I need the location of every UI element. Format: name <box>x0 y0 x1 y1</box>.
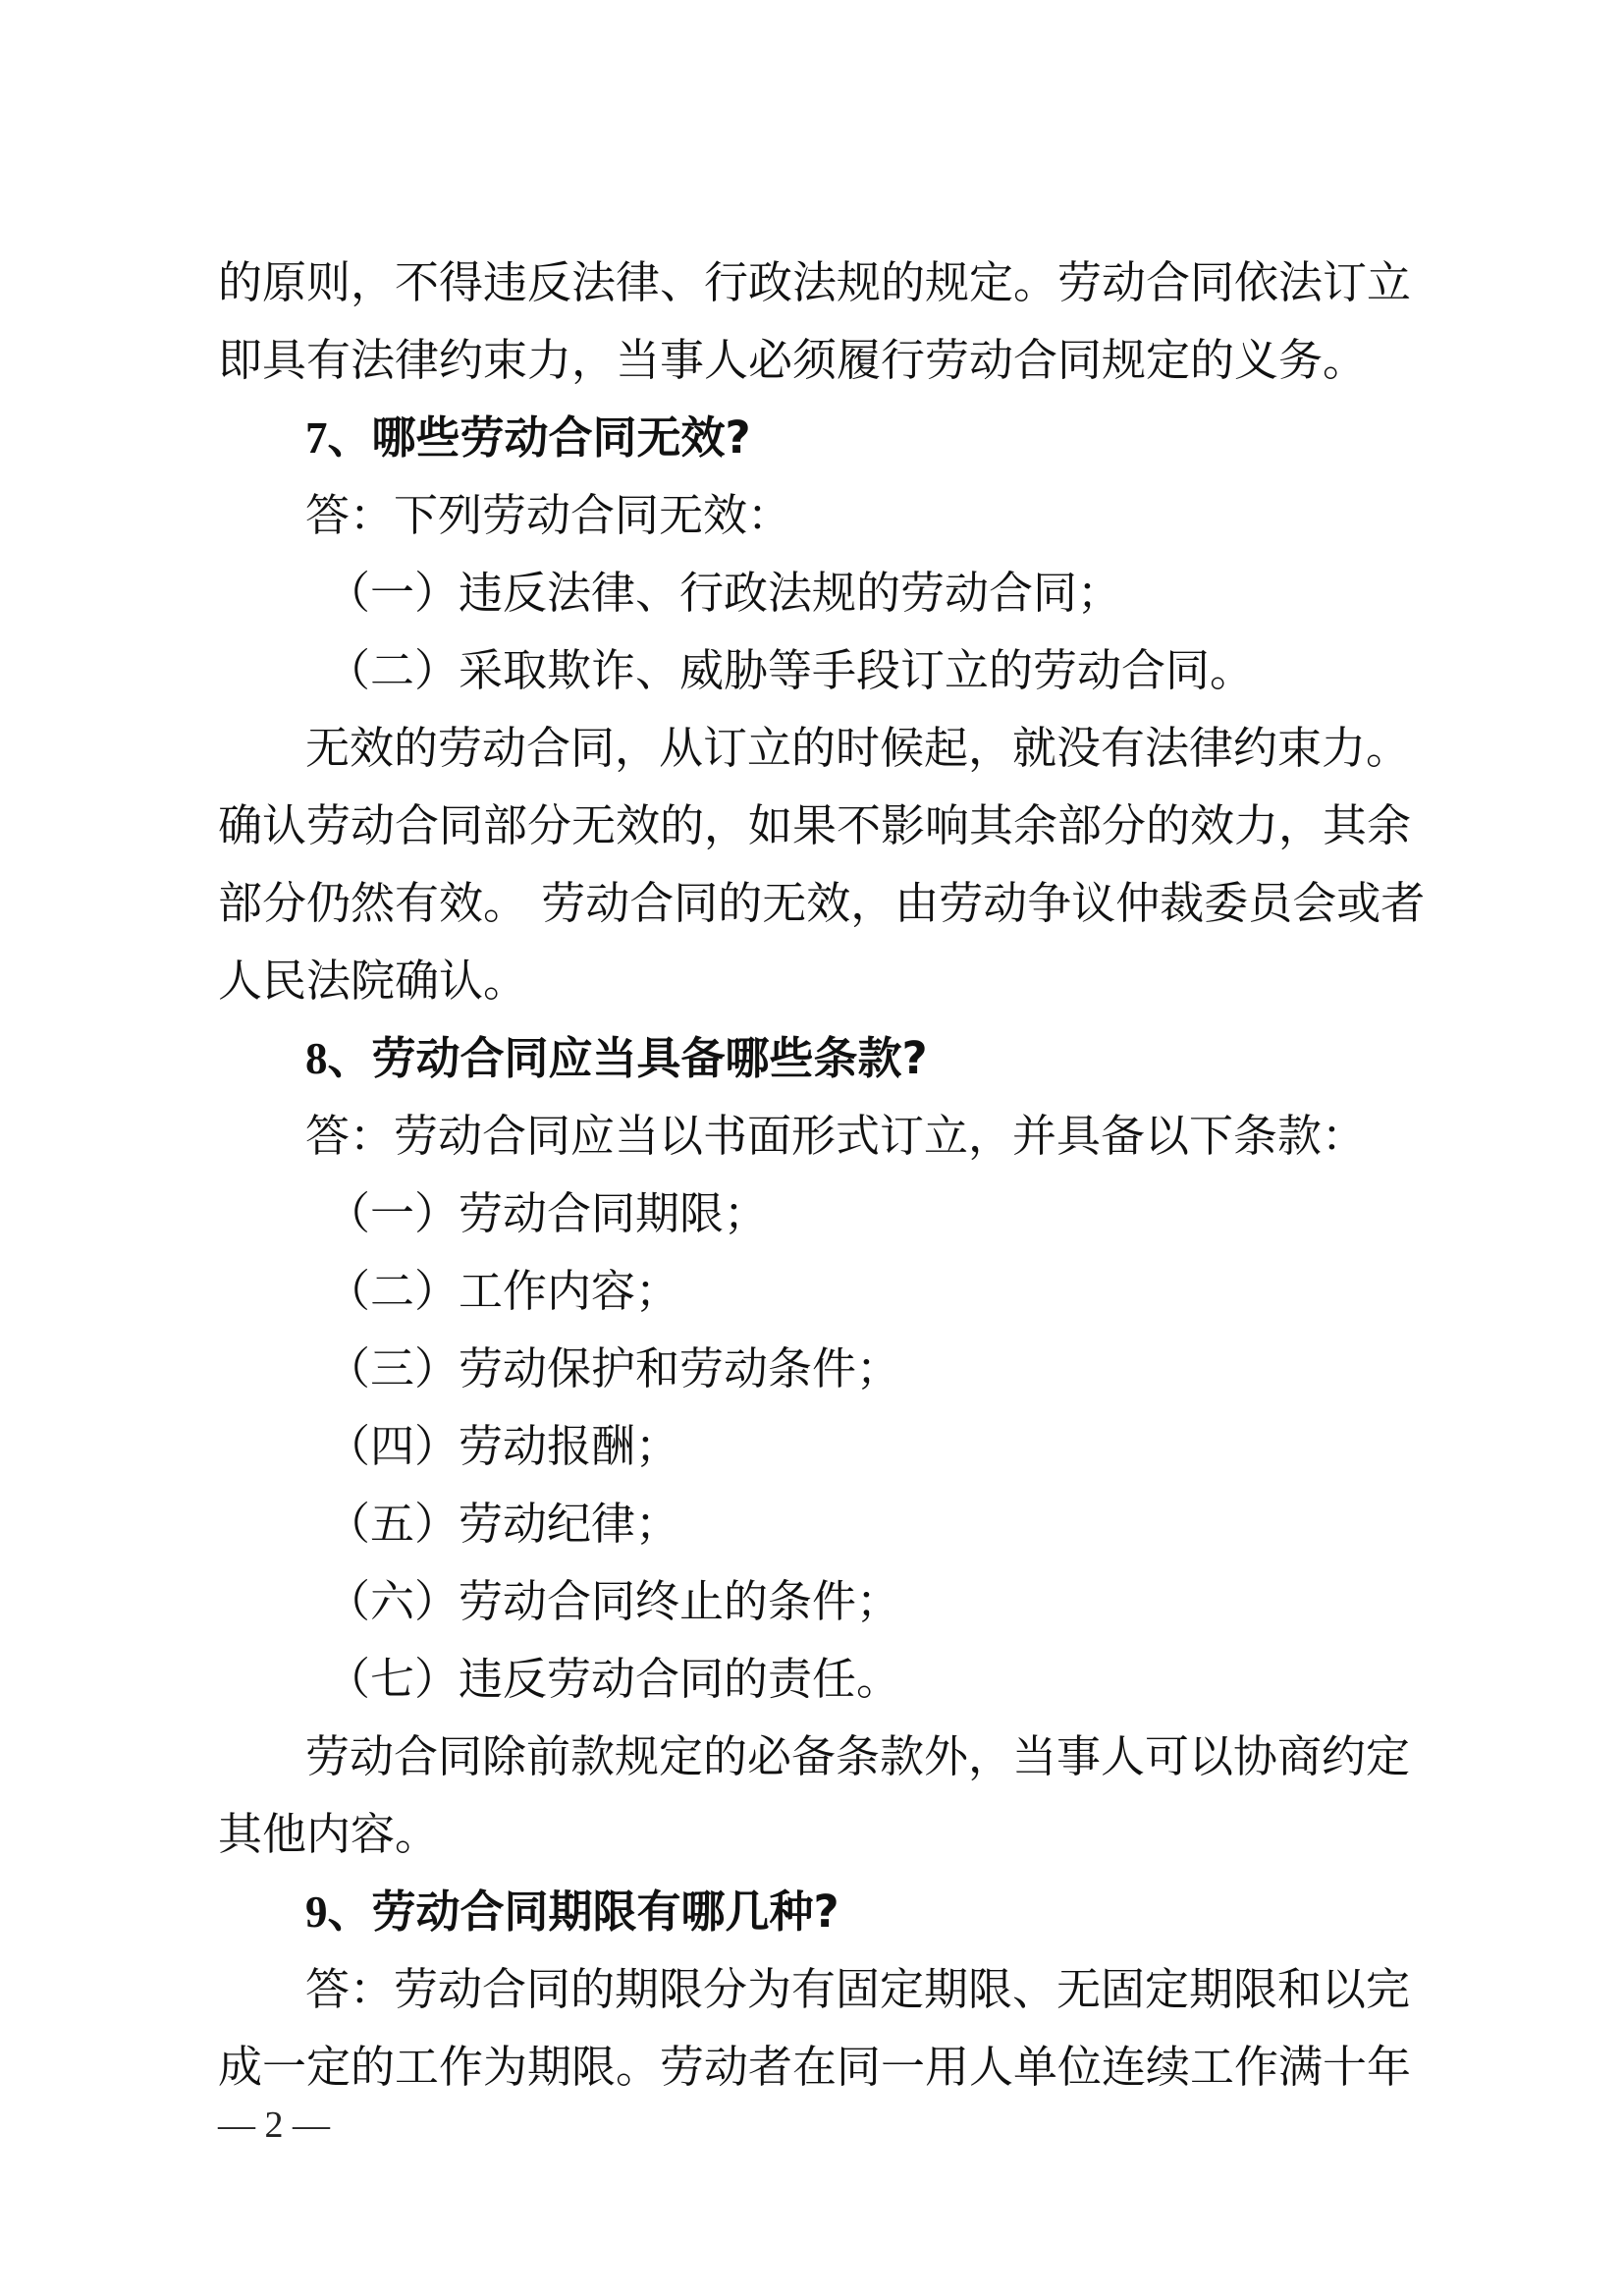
heading-number: 7、 <box>305 413 372 463</box>
section-heading-9 <box>218 1873 1418 1950</box>
paragraph-line: 即具有法律约束力，当事人必须履行劳动合同规定的义务。 <box>218 334 1368 386</box>
paragraph-line: 人民法院确认。 <box>218 955 528 1007</box>
answer-line: 答：劳动合同应当以书面形式订立，并具备以下条款： <box>305 1110 1367 1162</box>
list-item: （二）工作内容； <box>326 1265 680 1317</box>
answer-line: 答：下列劳动合同无效： <box>305 489 792 541</box>
list-item: （七）违反劳动合同的责任。 <box>326 1653 901 1705</box>
paragraph-line: 无效的劳动合同，从订立的时候起，就没有法律约束力。 <box>305 722 1411 774</box>
answer-line: 答：劳动合同的期限分为有固定期限、无固定期限和以完 <box>305 1963 1411 2015</box>
list-item: （一）劳动合同期限； <box>326 1187 769 1239</box>
heading-number: 9、 <box>305 1887 372 1937</box>
paragraph-line: 部分仍然有效。 劳动合同的无效，由劳动争议仲裁委员会或者 <box>218 877 1426 929</box>
paragraph-line: 成一定的工作为期限。劳动者在同一用人单位连续工作满十年 <box>218 2041 1412 2093</box>
list-item: （一）违反法律、行政法规的劳动合同； <box>326 567 1122 619</box>
section-heading-7 <box>218 399 1418 476</box>
list-item: （三）劳动保护和劳动条件； <box>326 1342 901 1394</box>
paragraph-line: 其他内容。 <box>218 1808 440 1860</box>
list-item: （六）劳动合同终止的条件； <box>326 1575 901 1627</box>
list-item: （二）采取欺诈、威胁等手段订立的劳动合同。 <box>326 644 1255 696</box>
heading-text: 劳动合同期限有哪几种? <box>371 1886 839 1938</box>
paragraph-line: 确认劳动合同部分无效的，如果不影响其余部分的效力，其余 <box>218 799 1412 851</box>
heading-text: 哪些劳动合同无效? <box>371 411 751 464</box>
heading-text: 劳动合同应当具备哪些条款? <box>371 1032 928 1084</box>
paragraph-line: 的原则，不得违反法律、行政法规的规定。劳动合同依法订立 <box>218 256 1412 308</box>
page-number: — 2 — <box>218 2105 330 2146</box>
section-heading-8 <box>218 1019 1418 1097</box>
paragraph-line: 劳动合同除前款规定的必备条款外，当事人可以协商约定 <box>305 1730 1411 1782</box>
document-body <box>218 244 1426 2105</box>
list-item: （五）劳动纪律； <box>326 1498 680 1550</box>
heading-number: 8、 <box>305 1034 372 1083</box>
list-item: （四）劳动报酬； <box>326 1420 680 1472</box>
